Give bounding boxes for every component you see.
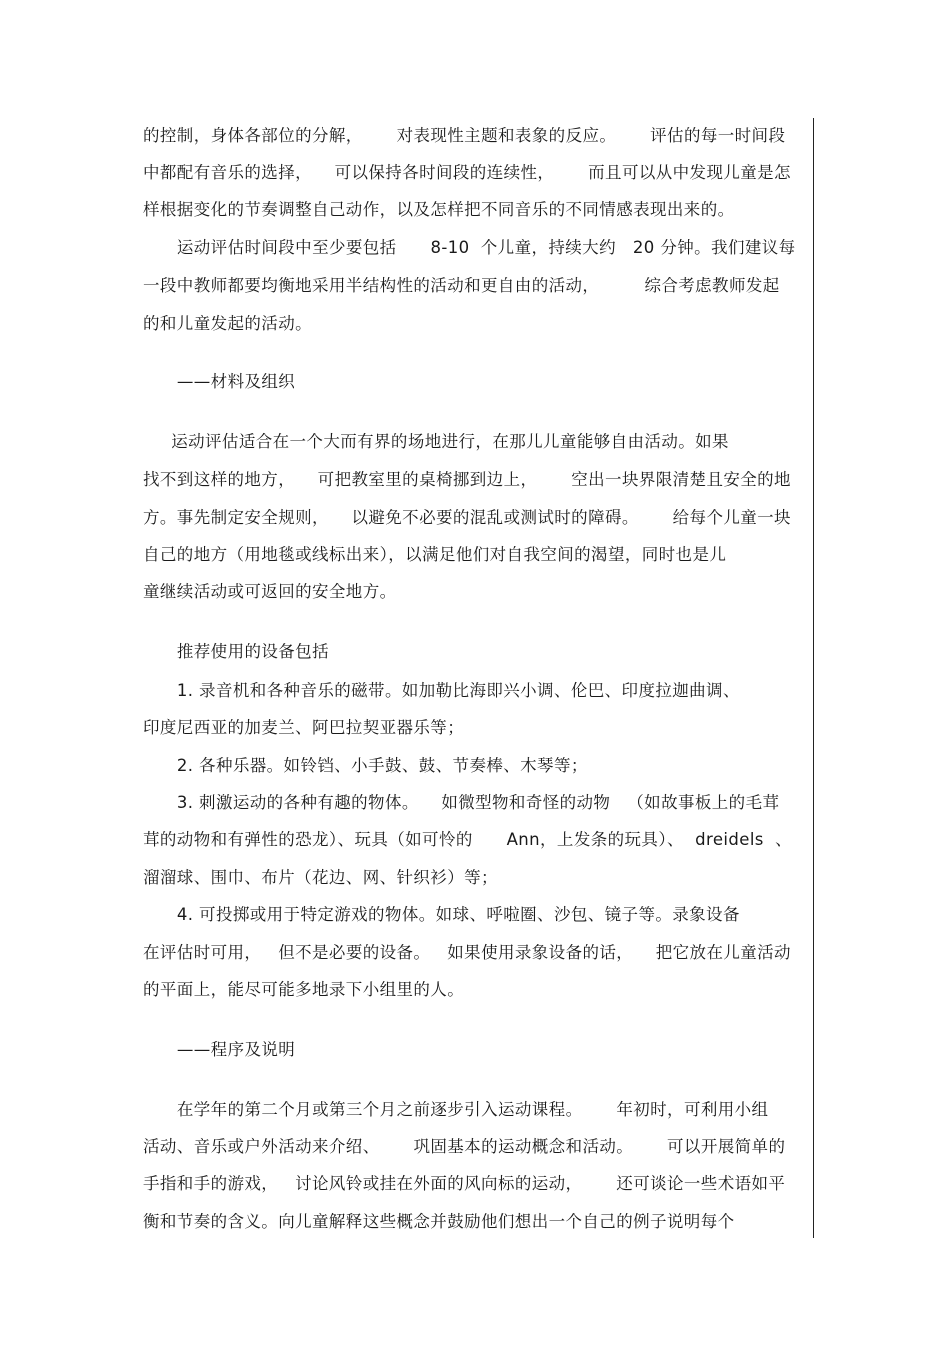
section-heading-materials: ——材料及组织 [143,372,296,391]
right-margin-rule [813,118,814,1238]
equipment-item-line: 在评估时可用， 但不是必要的设备。 如果使用录象设备的话， 把它放在儿童活动 [143,943,791,962]
equipment-intro: 推荐使用的设备包括 [143,642,329,661]
paragraph-line: 一段中教师都要均衡地采用半结构性的活动和更自由的活动， 综合考虑教师发起 [143,276,780,295]
equipment-item-line: 溜溜球、围巾、布片（花边、网、针织衫）等； [143,868,498,887]
equipment-item-line: 茸的动物和有弹性的恐龙）、玩具（如可怜的 Ann，上发条的玩具）、 dreidels 、 [143,830,792,849]
paragraph-line: 在学年的第二个月或第三个月之前逐步引入运动课程。 年初时，可利用小组 [143,1100,769,1119]
paragraph-line: 手指和手的游戏， 讨论风铃或挂在外面的风向标的运动， 还可谈论一些术语如平 [143,1174,786,1193]
section-heading-procedure: ——程序及说明 [143,1040,296,1059]
paragraph-line: 的控制，身体各部位的分解， 对表现性主题和表象的反应。 评估的每一时间段 [143,126,786,145]
paragraph-line: 运动评估适合在一个大而有界的场地进行，在那儿儿童能够自由活动。如果 [143,432,729,451]
equipment-item-line: 印度尼西亚的加麦兰、阿巴拉契亚器乐等； [143,718,465,737]
equipment-item-line: 1. 录音机和各种音乐的磁带。如加勒比海即兴小调、伦巴、印度拉迦曲调、 [143,681,740,700]
paragraph-line: 活动、音乐或户外活动来介绍、 巩固基本的运动概念和活动。 可以开展简单的 [143,1137,786,1156]
paragraph-line: 运动评估时间段中至少要包括 8-10 个儿童，持续大约 20 分钟。我们建议每 [143,238,796,257]
equipment-item-line: 3. 刺激运动的各种有趣的物体。 如微型物和奇怪的动物 （如故事板上的毛茸 [143,793,780,812]
paragraph-line: 衡和节奏的含义。向儿童解释这些概念并鼓励他们想出一个自己的例子说明每个 [143,1212,735,1231]
equipment-item-line: 的平面上，能尽可能多地录下小组里的人。 [143,980,465,999]
paragraph-line: 样根据变化的节奏调整自己动作，以及怎样把不同音乐的不同情感表现出来的。 [143,200,735,219]
paragraph-line: 自己的地方（用地毯或线标出来），以满足他们对自我空间的渴望，同时也是儿 [143,545,727,564]
paragraph-line: 的和儿童发起的活动。 [143,314,312,333]
paragraph-line: 中都配有音乐的选择， 可以保持各时间段的连续性， 而且可以从中发现儿童是怎 [143,163,791,182]
paragraph-line: 方。事先制定安全规则， 以避免不必要的混乱或测试时的障碍。 给每个儿童一块 [143,508,791,527]
paragraph-line: 童继续活动或可返回的安全地方。 [143,582,397,601]
equipment-item-line: 4. 可投掷或用于特定游戏的物体。如球、呼啦圈、沙包、镜子等。录象设备 [143,905,740,924]
paragraph-line: 找不到这样的地方， 可把教室里的桌椅挪到边上， 空出一块界限清楚且安全的地 [143,470,791,489]
equipment-item-line: 2. 各种乐器。如铃铛、小手鼓、鼓、节奏棒、木琴等； [143,756,588,775]
